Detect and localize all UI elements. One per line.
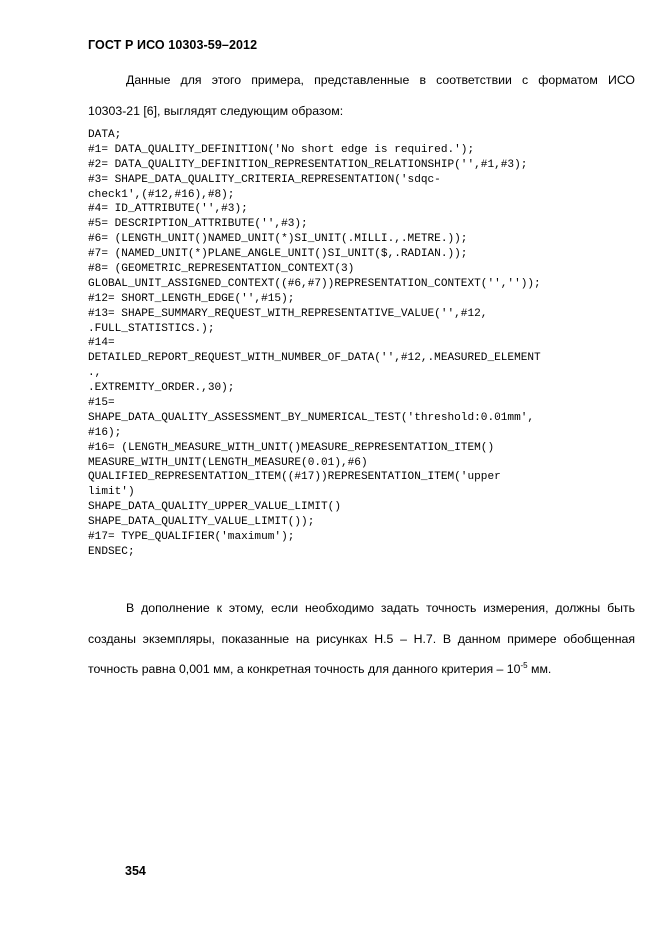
code-line: #14= [88,337,115,350]
outro-line-2: созданы экземпляры, показанные на рисунках Н.5 – Н.7. В данном примере обобщенная [88,631,635,646]
code-line: QUALIFIED_REPRESENTATION_ITEM((#17))REPRESENTATION_ITEM('upper [88,471,501,484]
code-line: #3= SHAPE_DATA_QUALITY_CRITERIA_REPRESENTATION('sdqc- [88,173,441,186]
code-line: #4= ID_ATTRIBUTE('',#3); [88,203,248,216]
code-line: #12= SHORT_LENGTH_EDGE('',#15); [88,292,295,305]
code-line: ., [88,367,102,380]
intro-line-2: 10303-21 [6], выглядят следующим образом: [88,103,344,118]
intro-line-1: Данные для этого примера, представленные в соответствии с форматом ИСО [126,73,635,87]
code-line: SHAPE_DATA_QUALITY_UPPER_VALUE_LIMIT() [88,501,341,514]
code-line: #15= [88,397,115,410]
code-line: #17= TYPE_QUALIFIER('maximum'); [88,531,295,544]
code-line: .FULL_STATISTICS.); [88,322,215,335]
code-line: ENDSEC; [88,545,135,558]
code-line: #1= DATA_QUALITY_DEFINITION('No short edge is required.'); [88,143,475,156]
document-header: ГОСТ Р ИСО 10303-59–2012 [88,38,258,52]
code-line: GLOBAL_UNIT_ASSIGNED_CONTEXT((#6,#7))REPRESENTATION_CONTEXT('','')); [88,277,541,290]
outro-line-3 [88,661,635,692]
code-line: #2= DATA_QUALITY_DEFINITION_REPRESENTATION_RELATIONSHIP('',#1,#3); [88,158,528,171]
code-listing [88,128,541,560]
code-line: #5= DESCRIPTION_ATTRIBUTE('',#3); [88,218,308,231]
exponent: -5 [520,661,528,670]
code-line: #6= (LENGTH_UNIT()NAMED_UNIT(*)SI_UNIT(.MILLI.,.METRE.)); [88,233,468,246]
code-line: #7= (NAMED_UNIT(*)PLANE_ANGLE_UNIT()SI_UNIT($,.RADIAN.)); [88,248,468,261]
code-line: SHAPE_DATA_QUALITY_VALUE_LIMIT()); [88,516,315,529]
page-number: 354 [125,864,146,878]
code-line: DATA; [88,129,122,141]
code-line: #16= (LENGTH_MEASURE_WITH_UNIT()MEASURE_REPRESENTATION_ITEM() [88,441,495,454]
outro-line-3-unit: мм. [527,662,552,676]
code-line: DETAILED_REPORT_REQUEST_WITH_NUMBER_OF_DATA('',#12,.MEASURED_ELEMENT [88,352,541,365]
code-line: limit') [88,486,135,499]
code-line: #8= (GEOMETRIC_REPRESENTATION_CONTEXT(3) [88,263,355,276]
code-line: MEASURE_WITH_UNIT(LENGTH_MEASURE(0.01),#6) [88,456,368,469]
intro-paragraph [88,72,635,133]
code-line: #16); [88,426,122,439]
outro-line-1: В дополнение к этому, если необходимо задать точность измерения, должны быть [126,601,635,615]
outro-paragraph [88,600,635,692]
outro-line-3-text: точность равна 0,001 мм, а конкретная точность для данного критерия – 10 [88,662,521,676]
code-line: check1',(#12,#16),#8); [88,188,235,201]
code-line: .EXTREMITY_ORDER.,30); [88,382,235,395]
code-line: #13= SHAPE_SUMMARY_REQUEST_WITH_REPRESENTATIVE_VALUE('',#12, [88,307,488,320]
code-line: SHAPE_DATA_QUALITY_ASSESSMENT_BY_NUMERICAL_TEST('threshold:0.01mm', [88,411,535,424]
